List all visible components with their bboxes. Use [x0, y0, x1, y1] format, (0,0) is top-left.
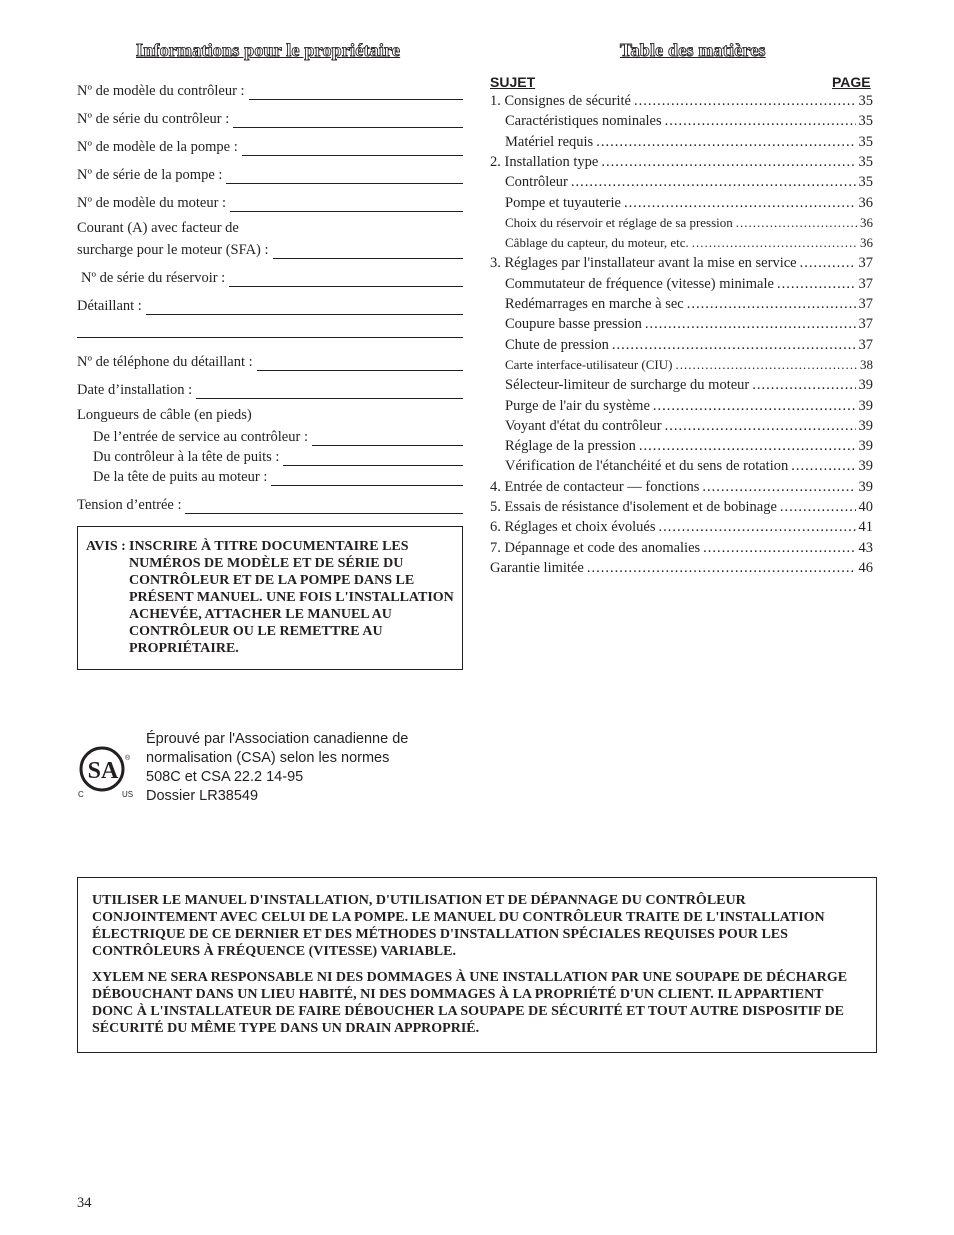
toc-entry-title: 5. Essais de résistance d'isolement et de bobinage — [490, 499, 777, 515]
toc-leader-dots — [601, 154, 855, 171]
field-label: Nº de série du contrôleur : — [77, 111, 230, 127]
fill-line[interactable] — [312, 431, 463, 446]
toc-entry-page: 38 — [860, 356, 873, 372]
cable-lengths-label: Longueurs de câble (en pieds) — [77, 407, 252, 423]
toc-leader-dots — [687, 296, 856, 313]
toc-entry-page: 36 — [860, 214, 873, 230]
toc-entry[interactable] — [505, 235, 873, 255]
csa-line: normalisation (CSA) selon les normes — [146, 750, 390, 766]
csa-line: 508C et CSA 22.2 14-95 — [146, 769, 304, 785]
notice-lead: AVIS : — [86, 539, 126, 554]
toc-entry-page: 39 — [858, 377, 873, 394]
toc-entry-title: Redémarrages en marche à sec — [505, 296, 684, 312]
toc-entry-title: Commutateur de fréquence (vitesse) minimale — [505, 275, 774, 292]
toc-entry-title: 3. Réglages par l'installateur avant la mise en service — [490, 255, 797, 272]
toc-entry-page: 39 — [858, 397, 873, 414]
csa-certification-text — [146, 730, 408, 806]
notice-text: INSCRIRE À TITRE DOCUMENTAIRE LES NUMÉROS DE MODÈLE ET DE SÉRIE DU CONTRÔLEUR ET DE LA POMPE DANS LE PRÉSENT MANUEL. UNE FOIS L'INSTALLATION ACHEVÉE, ATTACHER LE MANUEL AU CONTRÔLEUR OU LE REMETTRE AU PROPRIÉTAIRE. — [129, 539, 454, 656]
field-label: Tension d’entrée : — [77, 497, 182, 513]
fill-line[interactable] — [233, 113, 463, 128]
toc-page-header: PAGE — [832, 74, 871, 90]
toc-leader-dots — [736, 215, 857, 231]
fill-line[interactable] — [249, 85, 463, 100]
toc-entry-page: 37 — [858, 316, 873, 333]
toc-entry[interactable] — [490, 93, 873, 113]
toc-entry-page: 35 — [858, 113, 873, 130]
toc-entry[interactable] — [505, 438, 873, 458]
fill-line[interactable] — [257, 356, 463, 371]
fill-line[interactable] — [273, 244, 463, 259]
warning-paragraph-1: UTILISER LE MANUEL D'INSTALLATION, D'UTILISATION ET DE DÉPANNAGE DU CONTRÔLEUR CONJOINTEMENT AVEC CELUI DE LA POMPE. LE MANUEL DU CONTRÔLEUR TRAITE DE L'INSTALLATION ÉLECTRIQUE DE CE DERNIER ET DES MÉTHODES D'INSTALLATION SPÉCIALES REQUISES POUR LES CONTRÔLEURS À FRÉQUENCE (VITESSE) VARIABLE. — [92, 893, 825, 959]
toc-subject-header: SUJET — [490, 74, 536, 90]
fill-line[interactable] — [226, 169, 463, 184]
pump-serial-field[interactable] — [77, 164, 463, 184]
toc-entry-title: Sélecteur-limiteur de surcharge du moteur — [505, 377, 750, 394]
toc-entry-title: Purge de l'air du système — [505, 397, 650, 414]
toc-leader-dots — [571, 174, 856, 191]
dealer-field[interactable] — [77, 295, 463, 315]
toc-entry[interactable] — [505, 134, 873, 154]
toc-entry-title: 1. Consignes de sécurité — [490, 93, 631, 109]
toc-entry-page: 35 — [858, 174, 873, 191]
toc-entry-title: Vérification de l'étanchéité et du sens de rotation — [505, 458, 789, 475]
dealer-phone-field[interactable] — [77, 351, 463, 371]
tank-serial-field[interactable] — [65, 267, 463, 287]
toc-leader-dots — [624, 195, 856, 212]
cable-controller-wellhead-field[interactable] — [77, 446, 463, 466]
toc-leader-dots — [800, 255, 856, 272]
toc-entry[interactable] — [490, 540, 873, 560]
toc-leader-dots — [791, 458, 855, 475]
warning-box — [77, 877, 877, 1053]
fill-line[interactable] — [242, 141, 463, 156]
toc-entry[interactable] — [505, 398, 873, 418]
warning-paragraph-2: XYLEM NE SERA RESPONSABLE NI DES DOMMAGES À UNE INSTALLATION PAR UNE SOUPAPE DE DÉCHARGE DÉBOUCHANT DANS UN LIEU HABITÉ, NI DES DOMMAGES À LA PROPRIÉTÉ D'UN CLIENT. IL APPARTIENT DONC À L'INSTALLATEUR DE FAIRE DÉBOUCHER LA SOUPAPE DE SÉCURITÉ ET TOUT AUTRE DISPOSITIF DE SÉCURITÉ DU MÊME TYPE DANS UN DRAIN APPROPRIÉ. — [92, 970, 848, 1036]
toc-entry[interactable] — [490, 479, 873, 499]
toc-leader-dots — [596, 134, 855, 151]
toc-entry[interactable] — [505, 195, 873, 215]
toc-leader-dots — [612, 337, 856, 354]
notice-box — [77, 526, 463, 670]
toc-entry[interactable] — [505, 113, 873, 133]
csa-logo-reg: ® — [125, 755, 131, 762]
field-label: Nº de modèle de la pompe : — [77, 139, 238, 155]
fill-line[interactable] — [230, 197, 463, 212]
toc-entry-page: 35 — [858, 93, 873, 109]
toc-entry-title: 2. Installation type — [490, 153, 599, 170]
toc-entry-title: Choix du réservoir et réglage de sa pression — [505, 214, 733, 230]
cable-wellhead-motor-field[interactable] — [77, 466, 463, 486]
toc-entry[interactable] — [505, 174, 873, 194]
controller-serial-field[interactable] — [77, 108, 463, 128]
toc-entry-title: Coupure basse pression — [505, 316, 642, 333]
field-label: Nº de série de la pompe : — [77, 167, 223, 183]
toc-leader-dots — [777, 276, 856, 293]
csa-certification-logo-icon — [76, 740, 136, 802]
toc-entry-title: 7. Dépannage et code des anomalies — [490, 539, 701, 556]
toc-entry-page: 35 — [858, 153, 873, 170]
fill-line[interactable] — [146, 300, 463, 315]
csa-line: Éprouvé par l'Association canadienne de — [146, 731, 409, 747]
toc-entry-page: 35 — [858, 133, 873, 150]
motor-sfa-current-field[interactable] — [77, 239, 463, 259]
toc-entry[interactable] — [490, 499, 873, 519]
fill-line[interactable] — [271, 471, 463, 486]
toc-entry-title: Garantie limitée — [490, 559, 584, 576]
toc-entry[interactable] — [505, 276, 873, 296]
toc-entry-page: 37 — [858, 336, 873, 353]
toc-entry-title: Câblage du capteur, du moteur, etc. — [505, 235, 689, 251]
toc-entry[interactable] — [505, 215, 873, 235]
toc-entry[interactable] — [505, 316, 873, 336]
toc-entry-title: 6. Réglages et choix évolués — [490, 519, 656, 536]
csa-logo-us: US — [122, 790, 134, 799]
toc-leader-dots — [752, 377, 855, 394]
csa-logo-text: SA — [87, 758, 119, 784]
current-label-line1: Courant (A) avec facteur de — [77, 220, 239, 236]
csa-logo-c: C — [78, 790, 84, 799]
toc-entry[interactable] — [505, 458, 873, 478]
field-label: Nº de modèle du moteur : — [77, 195, 227, 211]
controller-model-field[interactable] — [77, 80, 463, 100]
toc-entry-page: 39 — [858, 417, 873, 434]
toc-entry[interactable] — [490, 255, 873, 275]
toc-leader-dots — [659, 519, 856, 536]
page-number: 34 — [77, 1195, 92, 1211]
toc-entry[interactable] — [505, 337, 873, 357]
field-label: Nº de série du réservoir : — [81, 270, 226, 286]
fill-line[interactable] — [196, 384, 463, 399]
fill-line[interactable] — [283, 451, 463, 466]
toc-leader-dots — [665, 113, 856, 130]
cable-service-controller-field[interactable] — [77, 426, 463, 446]
toc-entry-title: Matériel requis — [505, 133, 594, 150]
toc-leader-dots — [692, 235, 857, 251]
toc-entry-title: Contrôleur — [505, 174, 568, 191]
toc-entry[interactable] — [505, 357, 873, 377]
fill-line[interactable] — [185, 499, 463, 514]
field-label: De l’entrée de service au contrôleur : — [93, 429, 308, 445]
toc-entry[interactable] — [490, 560, 873, 580]
field-label: Du contrôleur à la tête de puits : — [93, 449, 280, 465]
toc-leader-dots — [634, 93, 856, 110]
toc-entry-title: Voyant d'état du contrôleur — [505, 417, 662, 434]
toc-entry[interactable] — [505, 418, 873, 438]
toc-entry-page: 41 — [858, 519, 873, 536]
toc-entry-title: Caractéristiques nominales — [505, 113, 662, 130]
toc-entry-page: 39 — [858, 478, 873, 495]
field-label: surcharge pour le moteur (SFA) : — [77, 242, 269, 258]
field-label: De la tête de puits au moteur : — [93, 469, 268, 485]
toc-entry-title: Pompe et tuyauterie — [505, 194, 621, 211]
toc-entry-page: 37 — [858, 275, 873, 292]
toc-entry-page: 39 — [858, 438, 873, 455]
dealer-extra-line[interactable] — [77, 337, 463, 338]
toc-entry[interactable] — [490, 519, 873, 539]
toc-heading: Table des matières — [620, 40, 766, 60]
input-voltage-field[interactable] — [77, 494, 463, 514]
motor-model-field[interactable] — [77, 192, 463, 212]
toc-leader-dots — [645, 316, 856, 333]
toc-entry[interactable] — [490, 154, 873, 174]
toc-leader-dots — [639, 438, 856, 455]
toc-entry-title: Réglage de la pression — [505, 438, 636, 455]
toc-entry-page: 40 — [858, 499, 873, 515]
toc-entry-title: Carte interface-utilisateur (CIU) — [505, 356, 673, 372]
toc-entry-title: 4. Entrée de contacteur — fonctions — [490, 478, 700, 495]
toc-entry-page: 37 — [858, 255, 873, 272]
fill-line[interactable] — [229, 272, 463, 287]
toc-leader-dots — [702, 479, 855, 496]
toc-entry-title: Chute de pression — [505, 336, 609, 353]
toc-entry-page: 36 — [860, 235, 873, 251]
toc-entry-page: 39 — [858, 458, 873, 475]
toc-entry-page: 37 — [858, 296, 873, 312]
toc-leader-dots — [665, 418, 856, 435]
owner-info-heading: Informations pour le propriétaire — [136, 40, 401, 60]
install-date-field[interactable] — [77, 379, 463, 399]
toc-entry-page: 36 — [858, 194, 873, 211]
field-label: Date d’installation : — [77, 382, 193, 398]
toc-leader-dots — [587, 560, 856, 577]
toc-leader-dots — [653, 398, 856, 415]
csa-file-number: Dossier LR38549 — [146, 788, 259, 804]
pump-model-field[interactable] — [77, 136, 463, 156]
toc-leader-dots — [675, 357, 857, 373]
toc-entry[interactable] — [505, 377, 873, 397]
toc-leader-dots — [780, 499, 856, 516]
toc-entry-page: 46 — [858, 559, 873, 576]
toc-entry[interactable] — [505, 296, 873, 316]
field-label: Nº de téléphone du détaillant : — [77, 354, 253, 370]
toc-entry-page: 43 — [858, 539, 873, 556]
field-label: Détaillant : — [77, 298, 142, 314]
field-label: Nº de modèle du contrôleur : — [77, 83, 245, 99]
toc-leader-dots — [703, 540, 855, 557]
